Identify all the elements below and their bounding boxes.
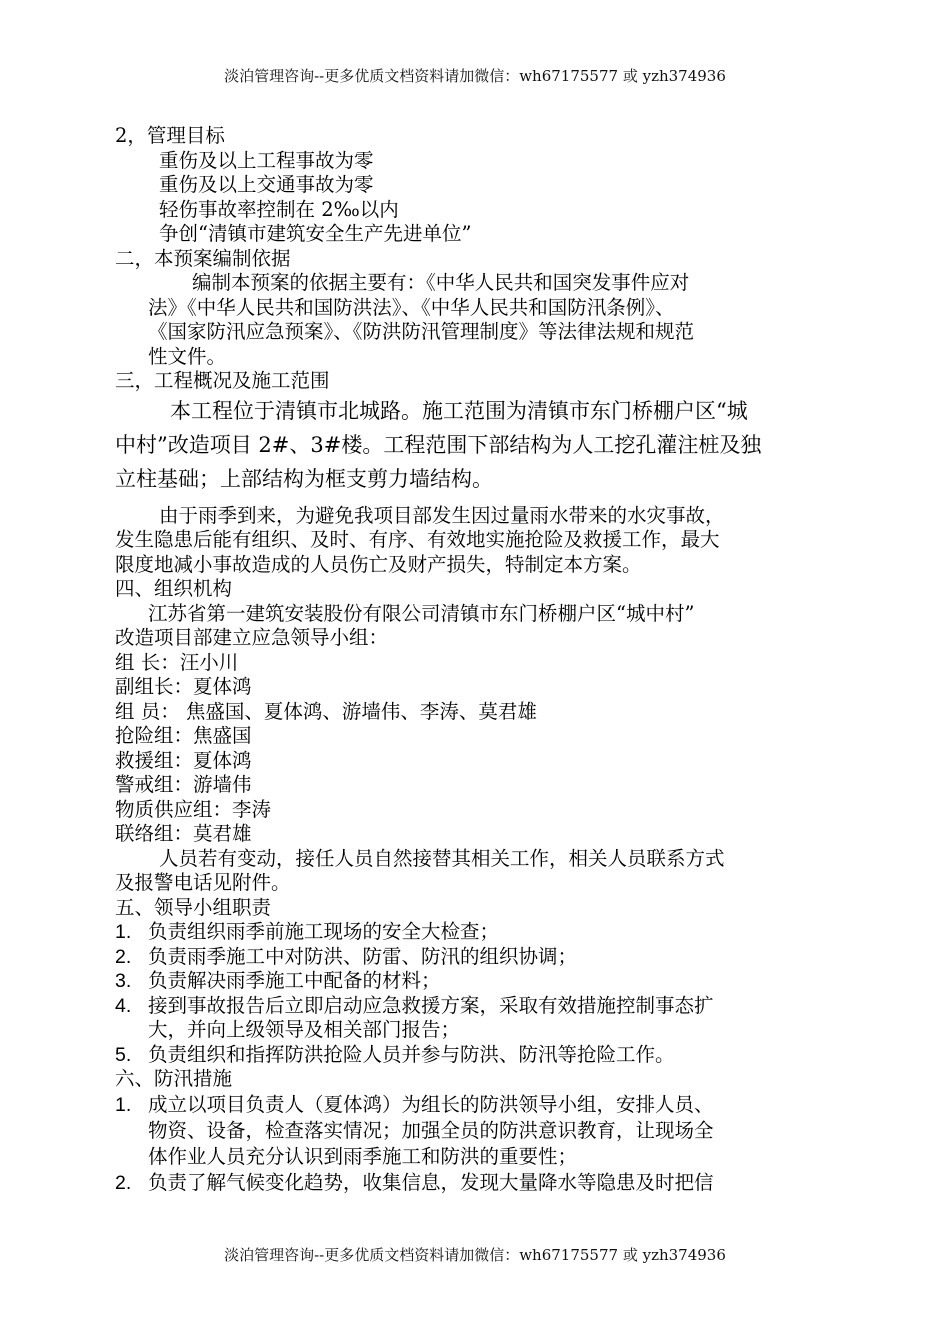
basis-line: 编制本预案的依据主要有：《中华人民共和国突发事件应对	[192, 271, 690, 294]
org-member: 抢险组：焦盛国	[115, 724, 252, 747]
overview-para2-line: 由于雨季到来，为避免我项目部发生因过量雨水带来的水灾事故，	[159, 503, 725, 527]
duty-line: 负责组织和指挥防洪抢险人员并参与防洪、防汛等抢险工作。	[148, 1042, 675, 1066]
section-title-measures: 六、防汛措施	[115, 1067, 233, 1090]
section-title-basis: 二，本预案编制依据	[115, 246, 291, 270]
section-title-overview: 三，工程概况及施工范围	[115, 369, 330, 392]
page-footer: 淡泊管理咨询--更多优质文档资料请加微信：wh67175577 或 yzh374936	[224, 1246, 726, 1264]
basis-line: 性文件。	[148, 344, 227, 368]
section-title-goals: 2，管理目标	[115, 124, 225, 147]
list-number: 3.	[115, 970, 132, 992]
org-note-line: 及报警电话见附件。	[115, 871, 291, 894]
org-member: 联络组：莫君雄	[115, 822, 252, 845]
org-member: 警戒组：游墙伟	[115, 773, 252, 796]
org-note-line: 人员若有变动，接任人员自然接替其相关工作，相关人员联系方式	[159, 846, 725, 870]
org-intro-line: 改造项目部建立应急领导小组：	[115, 626, 389, 649]
duty-item	[115, 994, 807, 1043]
goal-item: 重伤及以上交通事故为零	[159, 173, 374, 196]
section-title-org: 四、组织机构	[115, 577, 233, 600]
list-number: 4.	[115, 994, 132, 1017]
measure-line: 成立以项目负责人（夏体鸿）为组长的防洪领导小组，安排人员、	[148, 1092, 714, 1116]
overview-line: 本工程位于清镇市北城路。施工范围为清镇市东门桥棚户区“城	[170, 398, 748, 423]
duty-line: 负责组织雨季前施工现场的安全大检查；	[148, 920, 500, 943]
duty-item	[115, 945, 807, 970]
goal-item: 重伤及以上工程事故为零	[159, 148, 374, 172]
duty-line: 负责雨季施工中对防洪、防雷、防汛的组织协调；	[148, 944, 578, 968]
measure-line: 物资、设备，检查落实情况；加强全员的防洪意识教育，让现场全	[148, 1118, 714, 1142]
org-member: 组 员： 焦盛国、夏体鸿、游墙伟、李涛、莫君雄	[115, 699, 537, 723]
duty-line: 负责解决雨季施工中配备的材料；	[148, 969, 441, 992]
list-number: 5.	[115, 1043, 132, 1066]
list-number: 2.	[115, 1171, 132, 1194]
document-body	[115, 124, 807, 1196]
measure-item	[115, 1170, 807, 1196]
duty-item	[115, 1043, 807, 1068]
duty-item	[115, 920, 807, 945]
overview-para2-line: 发生隐患后能有组织、及时、有序、有效地实施抢险及救援工作，最大	[115, 528, 720, 551]
goal-item: 争创“清镇市建筑安全生产先进单位”	[159, 222, 472, 245]
list-number: 1.	[115, 921, 132, 943]
measure-line: 体作业人员充分认识到雨季施工和防洪的重要性；	[148, 1144, 578, 1168]
section-title-duties: 五、领导小组职责	[115, 895, 272, 919]
org-intro-line: 江苏省第一建筑安装股份有限公司清镇市东门桥棚户区“城中村”	[148, 601, 695, 625]
measure-item	[115, 1092, 807, 1170]
org-member: 物质供应组：李涛	[115, 797, 272, 821]
duty-line: 大，并向上级领导及相关部门报告；	[148, 1018, 461, 1041]
page-header: 淡泊管理咨询--更多优质文档资料请加微信：wh67175577 或 yzh374936	[224, 67, 726, 85]
overview-line: 立柱基础；上部结构为框支剪力墙结构。	[115, 466, 493, 491]
list-number: 1.	[115, 1093, 132, 1116]
overview-para2-line: 限度地减小事故造成的人员伤亡及财产损失，特制定本方案。	[115, 552, 642, 576]
org-member: 副组长：夏体鸿	[115, 675, 252, 698]
basis-line: 法》《中华人民共和国防洪法》、《中华人民共和国防汛条例》、	[148, 295, 675, 319]
list-number: 2.	[115, 945, 132, 968]
org-member: 救援组：夏体鸿	[115, 748, 252, 772]
duty-line: 接到事故报告后立即启动应急救援方案，采取有效措施控制事态扩	[148, 993, 714, 1017]
org-member: 组 长：汪小川	[115, 650, 239, 674]
overview-line: 中村”改造项目 2#、3#楼。工程范围下部结构为人工挖孔灌注桩及独	[115, 432, 762, 457]
measure-line: 负责了解气候变化趋势，收集信息，发现大量降水等隐患及时把信	[148, 1170, 714, 1194]
goal-item: 轻伤事故率控制在 2‰以内	[159, 197, 399, 221]
basis-line: 《国家防汛应急预案》、《防洪防汛管理制度》等法律法规和规范	[148, 320, 695, 343]
duty-item	[115, 969, 807, 994]
